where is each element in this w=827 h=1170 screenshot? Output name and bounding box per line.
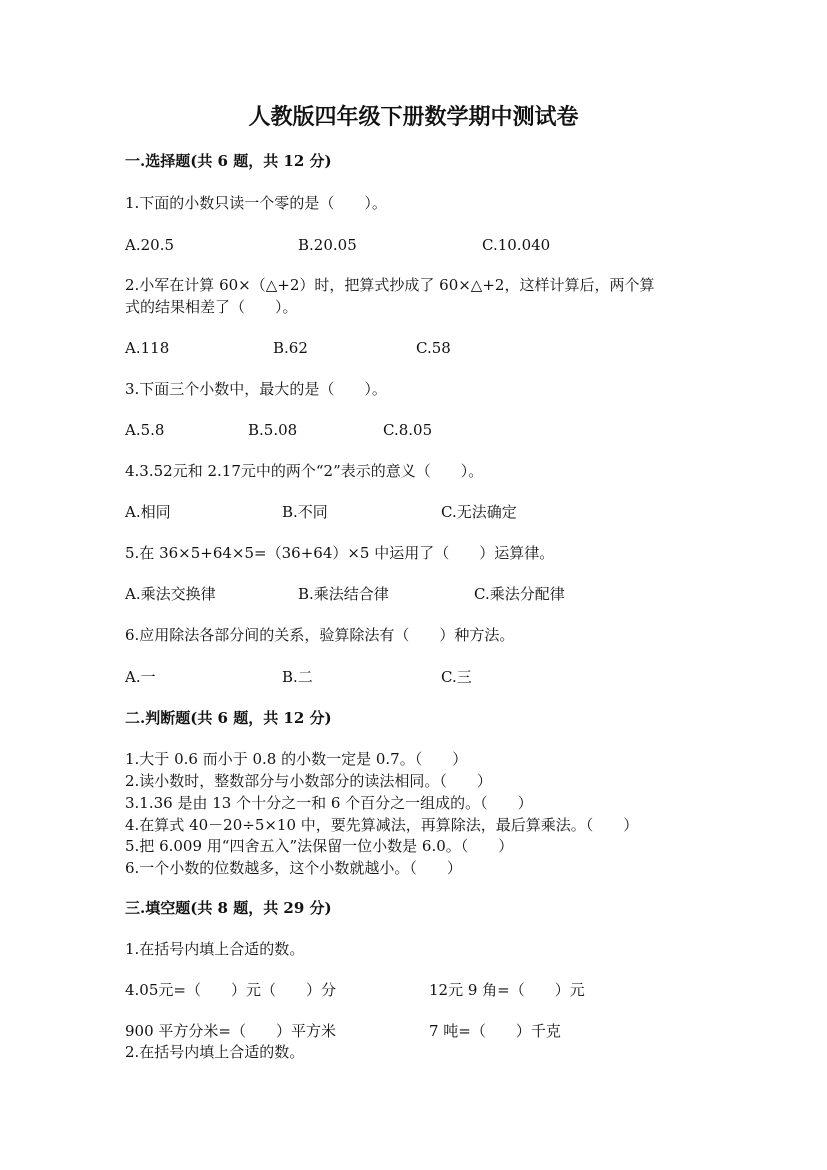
fill-blank: 900 平方分米=（ ）平方米: [125, 1022, 336, 1040]
option: C.乘法分配律: [474, 585, 565, 603]
question-text: 3.下面三个小数中，最大的是（ ）。: [125, 380, 387, 398]
judgment-item: 4.在算式 40－20÷5×10 中，要先算减法，再算除法，最后算乘法。（ ）: [125, 816, 639, 834]
question-text: 2.小军在计算 60×（△+2）时，把算式抄成了 60×△+2，这样计算后，两个算: [125, 276, 655, 294]
option: A.一: [125, 668, 156, 686]
option: C.10.040: [482, 236, 551, 254]
option: C.58: [416, 339, 451, 357]
option: A.乘法交换律: [125, 585, 216, 603]
question-text: 5.在 36×5+64×5=（36+64）×5 中运用了（ ）运算律。: [125, 544, 555, 562]
option: B.乘法结合律: [298, 585, 389, 603]
judgment-item: 1.大于 0.6 而小于 0.8 的小数一定是 0.7。（ ）: [125, 750, 468, 768]
question-text: 6.应用除法各部分间的关系，验算除法有（ ）种方法。: [125, 626, 515, 644]
judgment-item: 5.把 6.009 用“四舍五入”法保留一位小数是 6.0。（ ）: [125, 837, 514, 855]
question-text: 1.下面的小数只读一个零的是（ ）。: [125, 194, 387, 212]
judgment-item: 6.一个小数的位数越多，这个小数就越小。（ ）: [125, 859, 462, 877]
option: C.无法确定: [441, 503, 517, 521]
fill-blank: 7 吨=（ ）千克: [429, 1022, 561, 1040]
option: B.5.08: [248, 421, 298, 439]
fill-blank: 4.05元=（ ）元（ ）分: [125, 981, 336, 999]
option: A.相同: [125, 503, 171, 521]
option: C.8.05: [383, 421, 433, 439]
page-title: 人教版四年级下册数学期中测试卷: [248, 104, 579, 130]
section-heading: 三.填空题(共 8 题，共 29 分): [125, 899, 332, 917]
option: B.62: [273, 339, 308, 357]
question-text: 4.3.52元和 2.17元中的两个“2”表示的意义（ ）。: [125, 462, 484, 480]
question-text: 2.在括号内填上合适的数。: [125, 1043, 305, 1061]
section-heading: 二.判断题(共 6 题，共 12 分): [125, 709, 332, 727]
option: A.20.5: [125, 236, 174, 254]
fill-blank: 12元 9 角=（ ）元: [429, 981, 585, 999]
judgment-item: 3.1.36 是由 13 个十分之一和 6 个百分之一组成的。（ ）: [125, 794, 533, 812]
judgment-item: 2.读小数时，整数部分与小数部分的读法相同。（ ）: [125, 772, 492, 790]
option: B.不同: [282, 503, 328, 521]
question-text: 1.在括号内填上合适的数。: [125, 940, 305, 958]
option: B.二: [282, 668, 313, 686]
option: A.118: [125, 339, 170, 357]
question-text: 式的结果相差了（ ）。: [125, 298, 298, 316]
option: C.三: [441, 668, 472, 686]
section-heading: 一.选择题(共 6 题，共 12 分): [125, 152, 332, 170]
option: B.20.05: [298, 236, 357, 254]
option: A.5.8: [125, 421, 165, 439]
